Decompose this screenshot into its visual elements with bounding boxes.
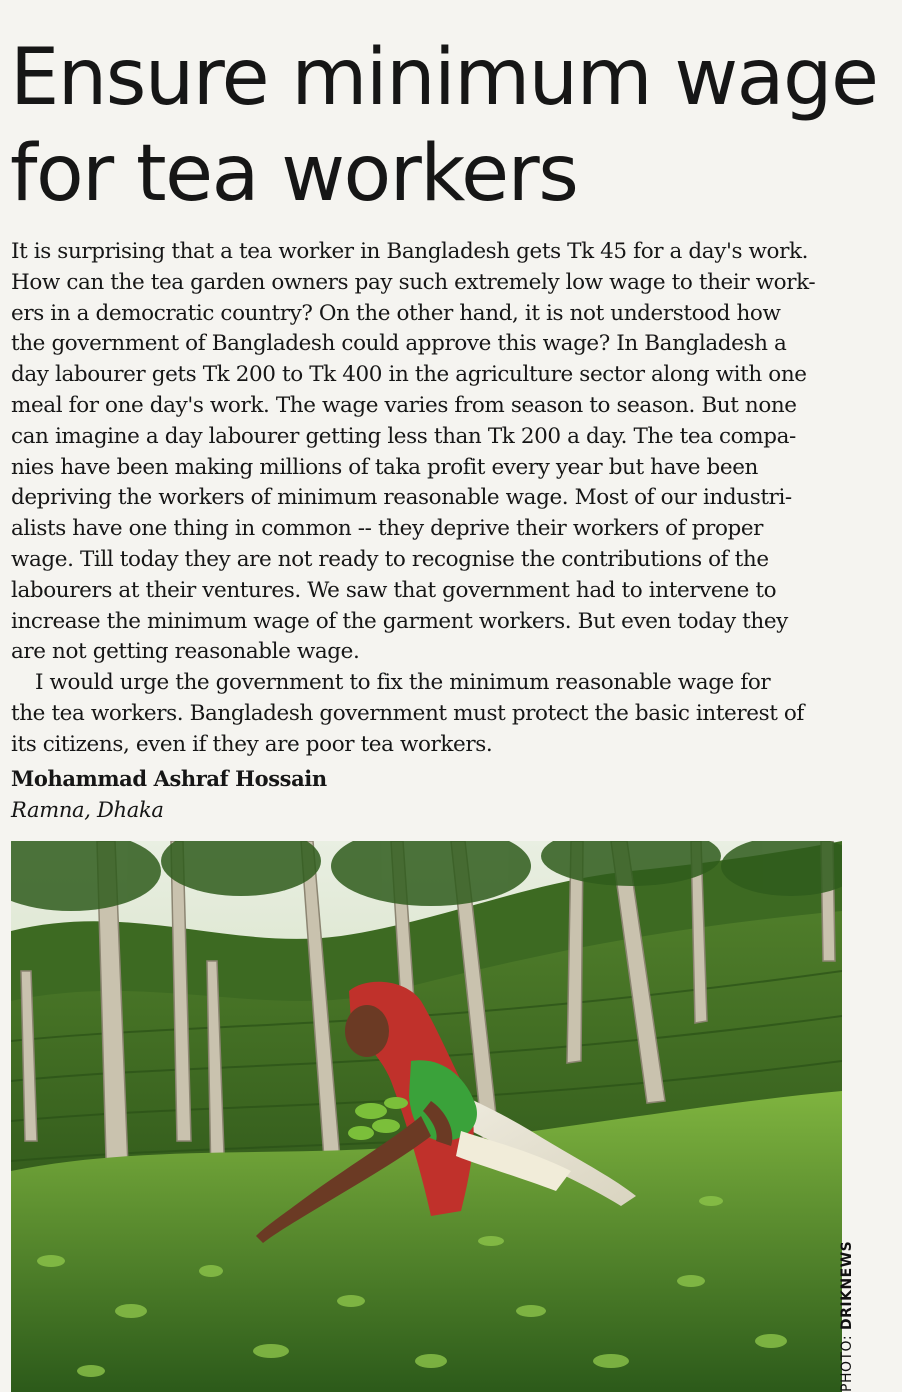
body-line: How can the tea garden owners pay such extremely low wage to their work-: [11, 269, 816, 295]
author-location: Ramna, Dhaka: [11, 798, 164, 822]
body-line: ers in a democratic country? On the other hand, it is not understood how: [11, 300, 781, 326]
body-line: nies have been making millions of taka profit every year but have been: [11, 454, 759, 480]
photo-credit-source: DRIKNEWS: [839, 1240, 855, 1331]
letter-body: [11, 237, 851, 761]
body-line: increase the minimum wage of the garment workers. But even today they: [11, 608, 788, 634]
body-line: its citizens, even if they are poor tea workers.: [11, 731, 493, 757]
face: [345, 1005, 389, 1057]
paragraph-1: [11, 237, 851, 668]
headline-line-1: Ensure minimum wage: [10, 33, 878, 123]
body-line: day labourer gets Tk 200 to Tk 400 in the agriculture sector along with one: [11, 362, 807, 388]
body-line: are not getting reasonable wage.: [11, 639, 360, 665]
body-line: the government of Bangladesh could approve this wage? In Bangladesh a: [11, 331, 787, 357]
body-line: depriving the workers of minimum reasonable wage. Most of our industri-: [11, 485, 792, 511]
paragraph-2: [11, 668, 851, 760]
photo-credit: [839, 1228, 861, 1392]
body-line: alists have one thing in common -- they deprive their workers of proper: [11, 516, 764, 542]
body-line: meal for one day's work. The wage varies from season to season. But none: [11, 392, 797, 418]
headline: [10, 30, 890, 222]
body-line: I would urge the government to fix the minimum reasonable wage for: [35, 670, 771, 696]
body-line: wage. Till today they are not ready to recognise the contributions of the: [11, 546, 769, 572]
headline-line-2: for tea workers: [10, 129, 578, 219]
photo-credit-prefix: PHOTO:: [839, 1330, 855, 1392]
body-line: labourers at their ventures. We saw that government had to intervene to: [11, 577, 777, 603]
tea-worker-photo: [11, 841, 842, 1392]
body-line: can imagine a day labourer getting less than Tk 200 a day. The tea compa-: [11, 423, 796, 449]
body-line: the tea workers. Bangladesh government must protect the basic interest of: [11, 700, 804, 726]
author-name: Mohammad Ashraf Hossain: [11, 766, 327, 791]
body-line: It is surprising that a tea worker in Bangladesh gets Tk 45 for a day's work.: [11, 239, 809, 264]
tea-garden-illustration: [11, 841, 842, 1392]
